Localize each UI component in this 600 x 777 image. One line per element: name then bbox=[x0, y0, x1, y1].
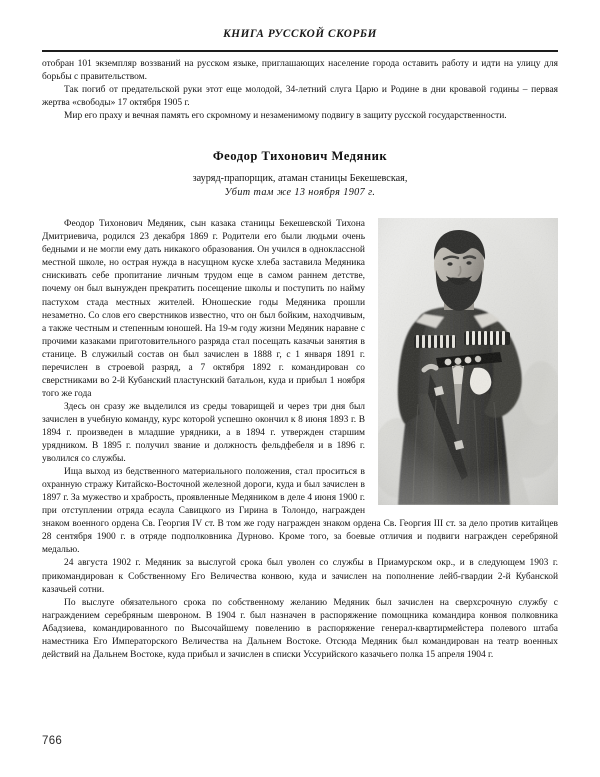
page-number: 766 bbox=[42, 735, 63, 747]
portrait-photograph bbox=[378, 218, 558, 505]
body-paragraph-3: Ища выход из бедственного материального положения, стал проситься в охранную стражу Китайско-Восточной железной дороги, куда и был зачислен в 1897 г. За мужество и храбрость, проявленные Медяником в деле 4 июня 1900 г. при отступлении отряда есаула Савицкого из Гирина в Толондо, награжден знаком военного ордена Св. Георгия IV ст. В том же году награжден знаком ордена Св. Георгия III ст. за дело против китайцев 28 сентября 1900 г. в отряде подполковника Дурново. Кроме того, за боевые отличия и подвиги награжден серебряной медалью. bbox=[42, 467, 558, 556]
page-content bbox=[42, 58, 558, 662]
intro-paragraph-3: Мир его праху и вечная память его скромному и незаменимому подвигу в защиту русской государственности. bbox=[64, 111, 507, 122]
body-paragraph-5: По выслуге обязательного срока по собственному желанию Медяник был зачислен на сверхсрочную службу с награждением серебряным шевроном. В 1904 г. был назначен в распоряжение помощника командира конвоя полковника Абадзиева, командированного по Высочайшему повелению в распоряжение генерал-квартирмейстера полевого штаба наместника Его Императорского Величества на Дальнем Востоке. Отсюда Медяник был командирован на театр военных действий на Дальнем Востоке, куда прибыл и зачислен в списки Уссурийского казачьего полка 15 апреля 1904 г. bbox=[42, 597, 558, 660]
intro-paragraph-1: отобран 101 экземпляр воззваний на русском языке, приглашающих население города оставить работу и идти на улицу для борьбы с правительством. bbox=[42, 59, 558, 83]
entry-title-block bbox=[42, 149, 558, 198]
running-head: КНИГА РУССКОЙ СКОРБИ bbox=[223, 28, 377, 40]
header-rule bbox=[42, 50, 558, 52]
person-name: Феодор Тихонович Медяник bbox=[212, 149, 388, 164]
body-paragraph-2: Здесь он сразу же выделился из среды товарищей и через три дня был зачислен в учебную команду, курс которой успешно окончил к 8 июня 1893 г. В 1894 г. произведен в младшие урядники, а в 1894 г. утвержден старшим урядником. В 1895 г. получил звание и должность фельдфебеля и в 1896 г. уволился со службы. bbox=[42, 401, 365, 465]
body-paragraph-4: 24 августа 1902 г. Медяник за выслугой срока был уволен со службы в Приамурском окр., и в следующем 1903 г. прикомандирован к Собственному Его Величества конвою, куда и зачислен на пополнение лейб-гвардии 2-й Кубанской казачьей сотни. bbox=[42, 558, 558, 595]
portrait-photograph-svg bbox=[378, 218, 558, 505]
person-rank: зауряд-прапорщик, атаман станицы Бекешевская, bbox=[192, 173, 408, 185]
intro-paragraph-2: Так погиб от предательской руки этот еще молодой, 34-летний слуга Царю и Родине в дни кровавой годины – первая жертва «свободы» 17 октября 1905 г. bbox=[42, 85, 558, 109]
person-killed-note: Убит там же 13 ноября 1907 г. bbox=[224, 187, 376, 199]
body-paragraph-1: Феодор Тихонович Медяник, сын казака станицы Бекешевской Тихона Дмитриевича, родился 23 декабря 1869 г. Родители его были людьми очень бедными и не могли ему дать никакого образования. Он учился в одноклассной местной школе, но острая нужда в насущном куске хлеба заставила Медяника снискивать себе пропитание личным трудом еще в самом раннем детстве, почему он был вынужден прекратить посещение школы и поступить по найму пастухом стада местных жителей. Юношеские годы Медяника прошли незаметно. Со слов его сверстников известно, что он был бойким, находчивым, а также честным и степенным юношей. На 19-м году жизни Медяник наравне с прочими казаками приготовительного разряда стал посещать казачьи занятия в станице. В служилый состав он был зачислен в 1888 г, с 1 января 1891 г. перечислен в строевой разряд, а 7 октября 1892 г. командирован со сверстниками во 2-й Кубанский пластунский батальон, куда и прибыл 1 ноября того же года bbox=[42, 219, 365, 399]
